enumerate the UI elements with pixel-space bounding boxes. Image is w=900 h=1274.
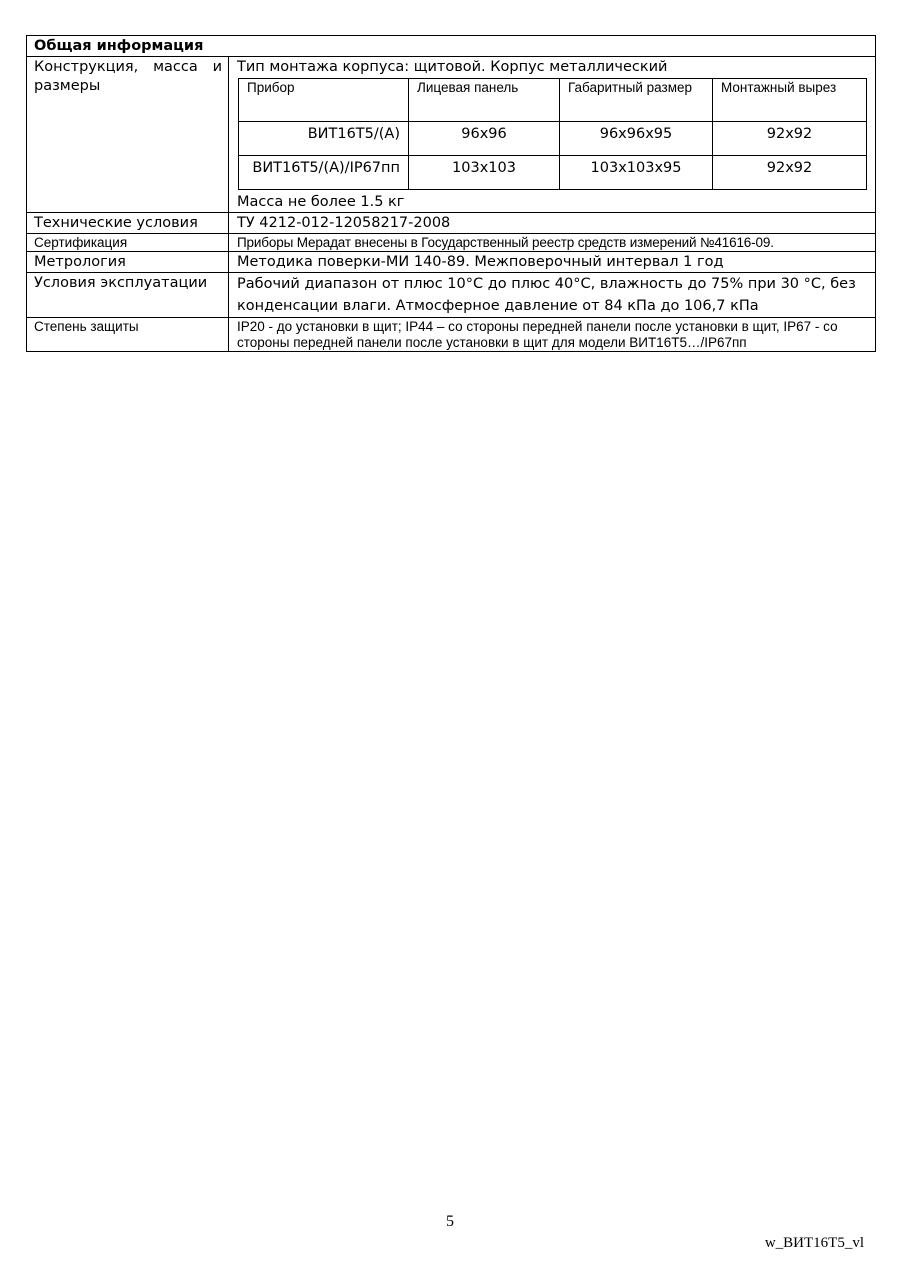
table-row <box>239 156 867 190</box>
operating-conditions-label: Условия эксплуатации <box>27 273 229 318</box>
dim-header-device: Прибор <box>239 79 409 122</box>
tech-conditions-value: ТУ 4212-012-12058217-2008 <box>229 213 876 234</box>
dim-cell-front-panel: 103x103 <box>409 156 560 190</box>
dim-header-overall-size: Габаритный размер <box>560 79 713 122</box>
dimensions-header-row <box>239 79 867 122</box>
certification-row <box>27 234 876 252</box>
construction-row <box>27 57 876 213</box>
dim-cell-front-panel: 96x96 <box>409 122 560 156</box>
mount-type-text: Тип монтажа корпуса: щитовой. Корпус металлический <box>237 59 668 75</box>
protection-label: Степень защиты <box>27 318 229 352</box>
section-title: Общая информация <box>27 36 876 57</box>
dim-cell-device: ВИТ16Т5/(А) <box>239 122 409 156</box>
protection-row <box>27 318 876 352</box>
document-code: w_ВИТ16Т5_vl <box>764 1235 864 1251</box>
operating-conditions-value: Рабочий диапазон от плюс 10°C до плюс 40°C, влажность до 75% при 30 °C, без конденсации влаги. Атмосферное давление от 84 кПа до 106,7 кПа <box>229 273 876 318</box>
dim-cell-overall-size: 103x103x95 <box>560 156 713 190</box>
page-number: 5 <box>446 1213 454 1230</box>
construction-value-cell <box>229 57 876 213</box>
dim-cell-mount-cutout: 92x92 <box>713 122 867 156</box>
construction-label: Конструкция, масса и размеры <box>34 59 222 94</box>
certification-value: Приборы Мерадат внесены в Государственный реестр средств измерений №41616-09. <box>229 234 876 252</box>
metrology-row <box>27 252 876 273</box>
mass-text: Масса не более 1.5 кг <box>237 194 405 210</box>
tech-conditions-row <box>27 213 876 234</box>
dim-cell-mount-cutout: 92x92 <box>713 156 867 190</box>
table-header-row <box>27 36 876 57</box>
dim-cell-overall-size: 96x96x95 <box>560 122 713 156</box>
table-row <box>239 122 867 156</box>
dim-header-mount-cutout: Монтажный вырез <box>713 79 867 122</box>
dimensions-table <box>238 78 867 190</box>
operating-conditions-row <box>27 273 876 318</box>
certification-label: Сертификация <box>27 234 229 252</box>
metrology-value: Методика поверки-МИ 140-89. Межповерочный интервал 1 год <box>229 252 876 273</box>
general-info-table <box>26 35 876 352</box>
dim-header-front-panel: Лицевая панель <box>409 79 560 122</box>
tech-conditions-label: Технические условия <box>27 213 229 234</box>
dim-cell-device: ВИТ16Т5/(А)/IP67пп <box>239 156 409 190</box>
protection-value: IP20 - до установки в щит; IP44 – со стороны передней панели после установки в щит, IP67 - со стороны передней панели после установки в щит для модели ВИТ16Т5…/IP67пп <box>229 318 876 352</box>
construction-label-cell <box>27 57 229 213</box>
metrology-label: Метрология <box>27 252 229 273</box>
